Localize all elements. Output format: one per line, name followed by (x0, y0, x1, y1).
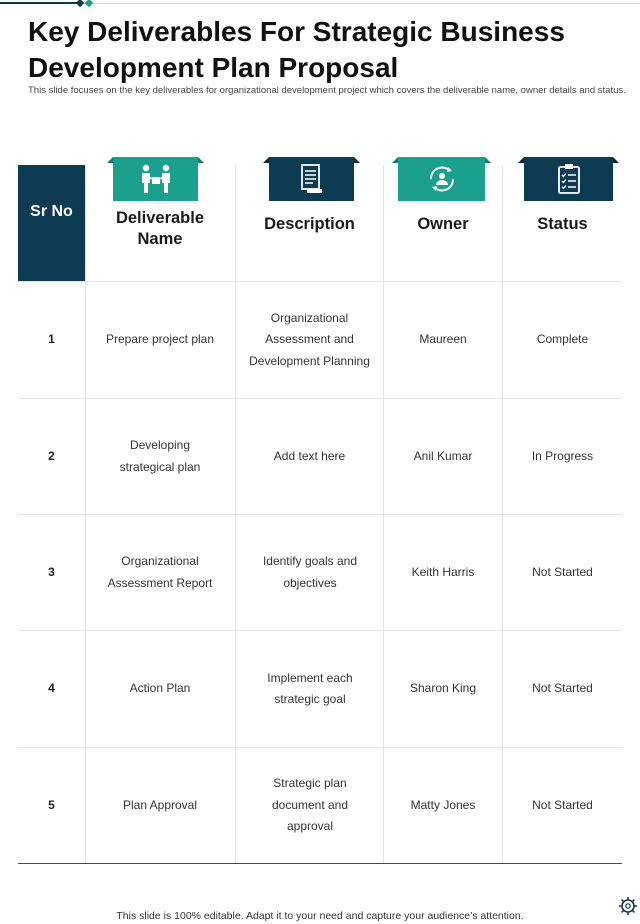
table-cell-status: Not Started (532, 797, 593, 812)
page-title: Key Deliverables For Strategic Business Development Plan Proposal (28, 16, 565, 83)
diamond-marker (76, 0, 84, 7)
table-cell-deliverable: Plan Approval (122, 797, 198, 812)
status-icon-tab (518, 157, 619, 201)
top-rule-accent (0, 2, 78, 4)
column-header-sr-no: Sr No (18, 165, 85, 281)
table-cell-status: Not Started (532, 564, 593, 579)
gear-icon (618, 896, 638, 916)
footer-note: This slide is 100% editable. Adapt it to your need and capture your audience’s attention. (116, 910, 524, 922)
table-cell-sr: 1 (48, 332, 55, 347)
column-header-description: Description (264, 215, 355, 233)
table-cell-status: Complete (536, 332, 589, 347)
table-bottom-rule (18, 863, 622, 864)
deliverable-icon-tab (107, 157, 204, 201)
table-cell-deliverable: Organizational Assessment Report (107, 554, 213, 590)
diamond-marker (85, 0, 93, 7)
table-cell-sr: 5 (48, 797, 55, 812)
table-cell-sr: 3 (48, 564, 55, 579)
column-header-status: Status (537, 215, 588, 233)
table-cell-sr: 2 (48, 448, 55, 463)
column-header-deliverable-name: Deliverable Name (115, 209, 205, 248)
table-cell-deliverable: Developing strategical plan (119, 438, 201, 474)
top-rule (0, 3, 640, 4)
table-cell-owner: Maureen (419, 332, 467, 347)
column-header-owner: Owner (417, 215, 469, 233)
people-exchange-icon (138, 163, 174, 195)
table-cell-description: Strategic plan document and approval (271, 776, 349, 834)
table-cell-deliverable: Action Plan (129, 681, 191, 696)
table-cell-owner: Anil Kumar (413, 448, 473, 463)
table-cell-status: Not Started (532, 681, 593, 696)
user-cycle-icon (425, 163, 459, 195)
table-cell-owner: Keith Harris (411, 564, 475, 579)
table-cell-description: Identify goals and objectives (262, 554, 358, 590)
document-icon (299, 163, 325, 195)
table-cell-owner: Matty Jones (410, 797, 476, 812)
table-cell-status: In Progress (531, 448, 594, 463)
checklist-icon (556, 163, 582, 195)
owner-icon-tab (392, 157, 491, 201)
description-icon-tab (263, 157, 360, 201)
table-cell-deliverable: Prepare project plan (105, 332, 215, 347)
table-cell-description: Implement each strategic goal (267, 670, 353, 706)
table-cell-description: Organizational Assessment and Development Planning (249, 310, 370, 368)
table-cell-sr: 4 (48, 681, 55, 696)
table-cell-owner: Sharon King (409, 681, 477, 696)
table-cell-description: Add text here (273, 448, 346, 463)
page-subtitle: This slide focuses on the key deliverables for organizational development project which covers the deliverable name, owner details and status. (28, 85, 626, 96)
